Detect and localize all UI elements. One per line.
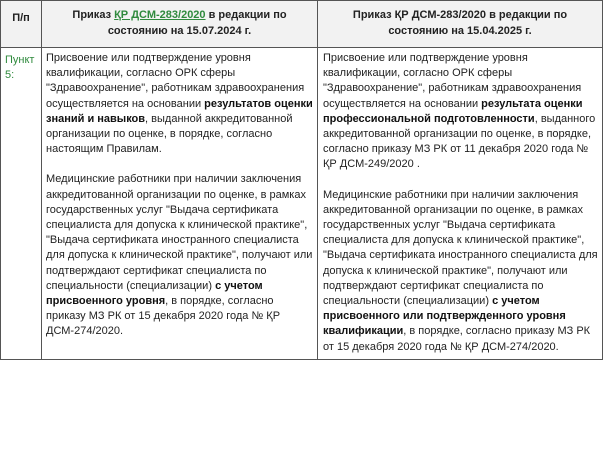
left-paragraph-2: Медицинские работники при наличии заключения аккредитованной организации по оценке, в рамках государственных услуг "Выдача сертификата специалиста для допуска к клинической практике", "Выдача сертификата иностранного специалиста для допуска к клинической практике", получают или подтверждают сертификат специалиста по специальности (специализации) с учетом присвоенного уровня, в порядке, согласно приказу МЗ РК от 15 декабря 2020 года № ҚР ДСМ-274/2020. (46, 173, 313, 338)
right-paragraph-2: Медицинские работники при наличии заключения аккредитованной организации по оценке, в рамках государственных услуг "Выдача сертификата специалиста для допуска к клинической практике", "Выдача сертификата иностранного специалиста для допуска к клинической практике", получают или подтверждают сертификат специалиста по специальности (специализации) с учетом присвоенного или подтвержденного уровня квалификации, в порядке, согласно приказу МЗ РК от 15 декабря 2020 года № ҚР ДСМ-274/2020. (323, 188, 598, 353)
right-cell (318, 48, 603, 360)
header-col1: Приказ ҚР ДСМ-283/2020 в редакции по состоянию на 15.07.2024 г. (42, 1, 318, 48)
header-pp: П/п (1, 1, 42, 48)
order-link[interactable]: ҚР ДСМ-283/2020 (114, 9, 206, 21)
left-cell (42, 48, 318, 360)
header-col2: Приказ ҚР ДСМ-283/2020 в редакции по состоянию на 15.04.2025 г. (318, 1, 603, 48)
header-row (1, 1, 603, 48)
table-row (1, 48, 603, 360)
left-paragraph-1: Присвоение или подтверждение уровня квалификации, согласно ОРК сферы "Здравоохранение", работникам здравоохранения осуществляется на основании результатов оценки знаний и навыков, выданной аккредитованной организации по оценке, в порядке, согласно настоящим Правилам. (46, 52, 313, 156)
item-label: Пункт 5: (1, 48, 42, 360)
right-paragraph-1: Присвоение или подтверждение уровня квалификации, согласно ОРК сферы "Здравоохранение", работникам здравоохранения осуществляется на основании результата оценки профессиональной подготовленности, выданного аккредитованной организации по оценке, в порядке, согласно приказу МЗ РК от 11 декабря 2020 года № ҚР ДСМ-249/2020 . (323, 52, 596, 171)
